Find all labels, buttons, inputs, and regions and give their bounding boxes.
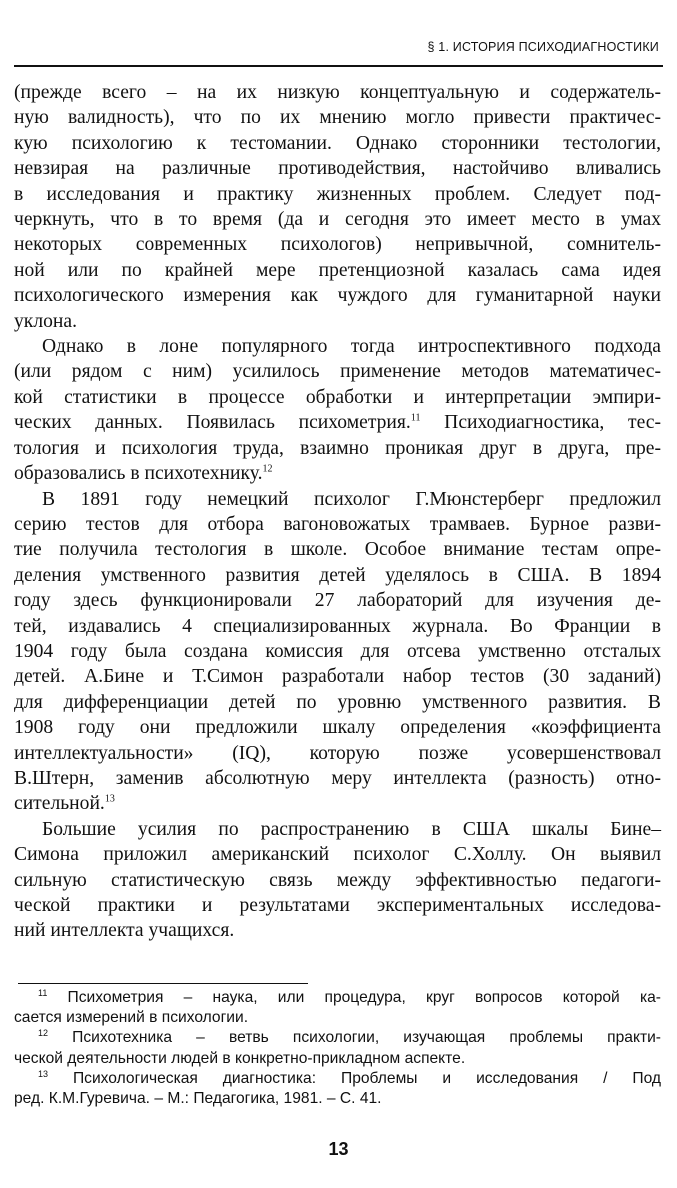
text-line: психологического измерения как чуждого для гуманитарной науки <box>14 285 661 307</box>
footnote-ref[interactable]: 13 <box>104 793 115 805</box>
text-line: Большие усилия по распространению в США шкалы Бине– <box>42 818 661 840</box>
text-fragment: образовались в психотехнику. <box>14 463 263 485</box>
text-line: невзирая на различные противодействия, настойчиво вливались <box>14 158 661 180</box>
text-fragment: сительной. <box>14 793 105 815</box>
footnote-line <box>14 1069 661 1089</box>
text-line: ной или по крайней мере претенциозной казалась сама идея <box>14 259 661 281</box>
text-line: Однако в лоне популярного тогда интроспективного подхода <box>42 336 661 358</box>
text-line: ную валидность), что по их мнению могло привести практичес- <box>14 107 661 129</box>
footnote-line <box>14 1028 661 1048</box>
footnote-ref[interactable]: 12 <box>262 463 273 475</box>
text-line: (или рядом с ним) усилилось применение методов математичес- <box>14 361 661 383</box>
footnote-12 <box>14 1028 661 1068</box>
footnote-13 <box>14 1069 661 1109</box>
text-line <box>14 410 661 435</box>
running-head: § 1. ИСТОРИЯ ПСИХОДИАГНОСТИКИ <box>427 40 659 54</box>
paragraph-3 <box>14 487 661 817</box>
text-line: деления умственного развития детей уделялось в США. В 1894 <box>14 564 661 586</box>
paragraph-2 <box>14 334 661 486</box>
text-line: В 1891 году немецкий психолог Г.Мюнстерберг предложил <box>42 488 661 510</box>
footnote-ref[interactable]: 11 <box>410 412 421 424</box>
footnote-separator <box>18 983 308 984</box>
text-line: серию тестов для отбора вагоновожатых трамваев. Бурное разви- <box>14 513 661 535</box>
text-line: сильную статистическую связь между эффективностью педагоги- <box>14 869 661 891</box>
text-line: 1904 году была создана комиссия для отсева умственно отсталых <box>14 640 661 662</box>
text-line: детей. А.Бине и Т.Симон разработали набор тестов (30 заданий) <box>14 666 661 688</box>
text-line: году здесь функционировали 27 лабораторий для изучения де- <box>14 590 661 612</box>
text-line: некоторых современных психологов) непривычной, сомнитель- <box>14 234 661 256</box>
text-line: кую психологию к тестомании. Однако сторонники тестологии, <box>14 132 661 154</box>
footnote-number: 11 <box>38 987 48 998</box>
text-line: тие получила тестология в школе. Особое внимание тестам опре- <box>14 539 661 561</box>
text-fragment: Психологическая диагностика: Проблемы и исследования / Под <box>48 1069 661 1087</box>
text-fragment: ческих данных. Появилась психометрия. <box>14 412 411 434</box>
text-line: кой статистики в процессе обработки и интерпретации эмпири- <box>14 386 661 408</box>
footnote-number: 13 <box>38 1068 49 1079</box>
text-line: Симона приложил американский психолог С.Холлу. Он выявил <box>14 844 661 866</box>
page-number: 13 <box>328 1139 349 1159</box>
footnote-11 <box>14 988 661 1028</box>
text-fragment: Психодиагностика, тес- <box>420 412 661 434</box>
text-line: для дифференциации детей по уровню умственного развития. В <box>14 691 661 713</box>
text-line: В.Штерн, заменив абсолютную меру интеллекта (разность) отно- <box>14 767 661 789</box>
paragraph-1 <box>14 80 661 334</box>
text-line: ний интеллекта учащихся. <box>14 920 235 942</box>
footnotes <box>14 988 661 1109</box>
footnote-line <box>14 988 661 1008</box>
text-line: ческой практики и результатами экспериментальных исследова- <box>14 895 661 916</box>
text-line: 1908 году они предложили шкалу определения «коэффициента <box>14 717 661 739</box>
text-line: в исследования и практику жизненных проблем. Следует под- <box>14 183 661 205</box>
text-line: интеллектуальности» (IQ), которую позже усовершенствовал <box>14 742 661 764</box>
footnote-line: ческой деятельности людей в конкретно-прикладном аспекте. <box>14 1049 466 1067</box>
text-fragment: Психотехника – ветвь психологии, изучающая проблемы практи- <box>48 1029 661 1047</box>
text-line: тей, издавались 4 специализированных журнала. Во Франции в <box>14 615 661 637</box>
paragraph-4 <box>14 817 661 944</box>
footnote-line: сается измерений в психологии. <box>14 1009 249 1027</box>
text-line: (прежде всего – на их низкую концептуальную и содержатель- <box>14 82 661 103</box>
text-line: уклона. <box>14 310 77 332</box>
text-fragment: Психометрия – наука, или процедура, круг вопросов которой ка- <box>47 989 661 1006</box>
main-text <box>14 80 661 944</box>
text-line: черкнуть, что в то время (да и сегодня это имеет место в умах <box>14 209 661 231</box>
text-line: тология и психология труда, взаимно проникая друг в друга, пре- <box>14 437 661 459</box>
text-line <box>14 791 661 816</box>
text-line <box>14 461 661 486</box>
footnote-number: 12 <box>38 1028 49 1039</box>
header-rule <box>14 65 663 67</box>
footnote-line: ред. К.М.Гуревича. – М.: Педагогика, 1981. – С. 41. <box>14 1090 382 1108</box>
